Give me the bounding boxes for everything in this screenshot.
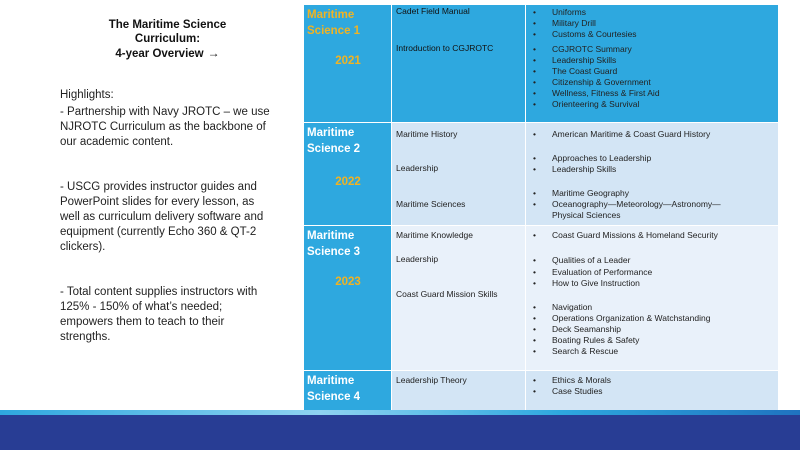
topics-cell: • American Maritime & Coast Guard History • Approaches to Leadership • Leadership Skills • Maritime Geography • Oceanography—Meteorology—Astronomy— Physical Sciences [526, 123, 778, 225]
highlight-point: - Total content supplies instructors with 125% - 150% of what’s needed; empowers them to teach to their strengths. [60, 286, 258, 343]
modules-cell [392, 123, 526, 225]
table-row [304, 123, 778, 226]
table-row [304, 5, 778, 123]
module-name: Leadership [396, 254, 439, 264]
highlights-heading: Highlights: [60, 89, 114, 101]
course-year: 2021 [335, 55, 361, 67]
course-cell [304, 123, 392, 225]
footer-accent-line [0, 410, 800, 415]
module-name: Maritime Sciences [396, 199, 466, 209]
module-name: Leadership Theory [396, 375, 467, 385]
topics-cell: • Coast Guard Missions & Homeland Security • Qualities of a Leader • Evaluation of Performance • How to Give Instruction • Navigation • Operations Organization & Watchstanding • Deck Seamanship • Boating Rules & Safety • Search & Rescue [526, 226, 778, 370]
course-name: Maritime Science 2 [307, 127, 361, 155]
curriculum-table [303, 4, 777, 434]
module-name: Cadet Field Manual [396, 6, 470, 16]
module-name: Maritime History [396, 129, 458, 139]
overview-panel [60, 18, 275, 375]
highlights [60, 88, 275, 345]
module-name: Introduction to CGJROTC [396, 43, 494, 53]
course-cell [304, 226, 392, 370]
course-cell [304, 5, 392, 122]
modules-cell [392, 5, 526, 122]
overview-title: The Maritime Science Curriculum: 4-year Overview → [108, 19, 227, 60]
course-name: Maritime Science 3 [307, 230, 361, 258]
topics-cell: • Uniforms • Military Drill • Customs & Courtesies • CGJROTC Summary • Leadership Skills • The Coast Guard • Citizenship & Government • Wellness, Fitness & First Aid • Orienteering & Survival [526, 5, 778, 122]
highlight-point: - Partnership with Navy JROTC – we use NJROTC Curriculum as the backbone of our academic content. [60, 106, 270, 148]
course-name: Maritime Science 4 [307, 375, 361, 403]
footer-band [0, 410, 800, 450]
table-row [304, 226, 778, 371]
module-name: Leadership [396, 163, 439, 173]
modules-cell [392, 226, 526, 370]
course-year: 2023 [335, 276, 361, 288]
module-name: Coast Guard Mission Skills [396, 289, 498, 299]
highlight-point: - USCG provides instructor guides and PowerPoint slides for every lesson, as well as curriculum delivery software and equipment (currently Echo 360 & QT-2 clickers). [60, 181, 264, 253]
arrow-right-icon: → [207, 46, 220, 60]
course-year: 2022 [335, 176, 361, 188]
topics-cell: • Ethics & Morals • Case Studies [526, 371, 778, 434]
module-name: Maritime Knowledge [396, 230, 474, 240]
course-name: Maritime Science 1 [307, 9, 361, 37]
